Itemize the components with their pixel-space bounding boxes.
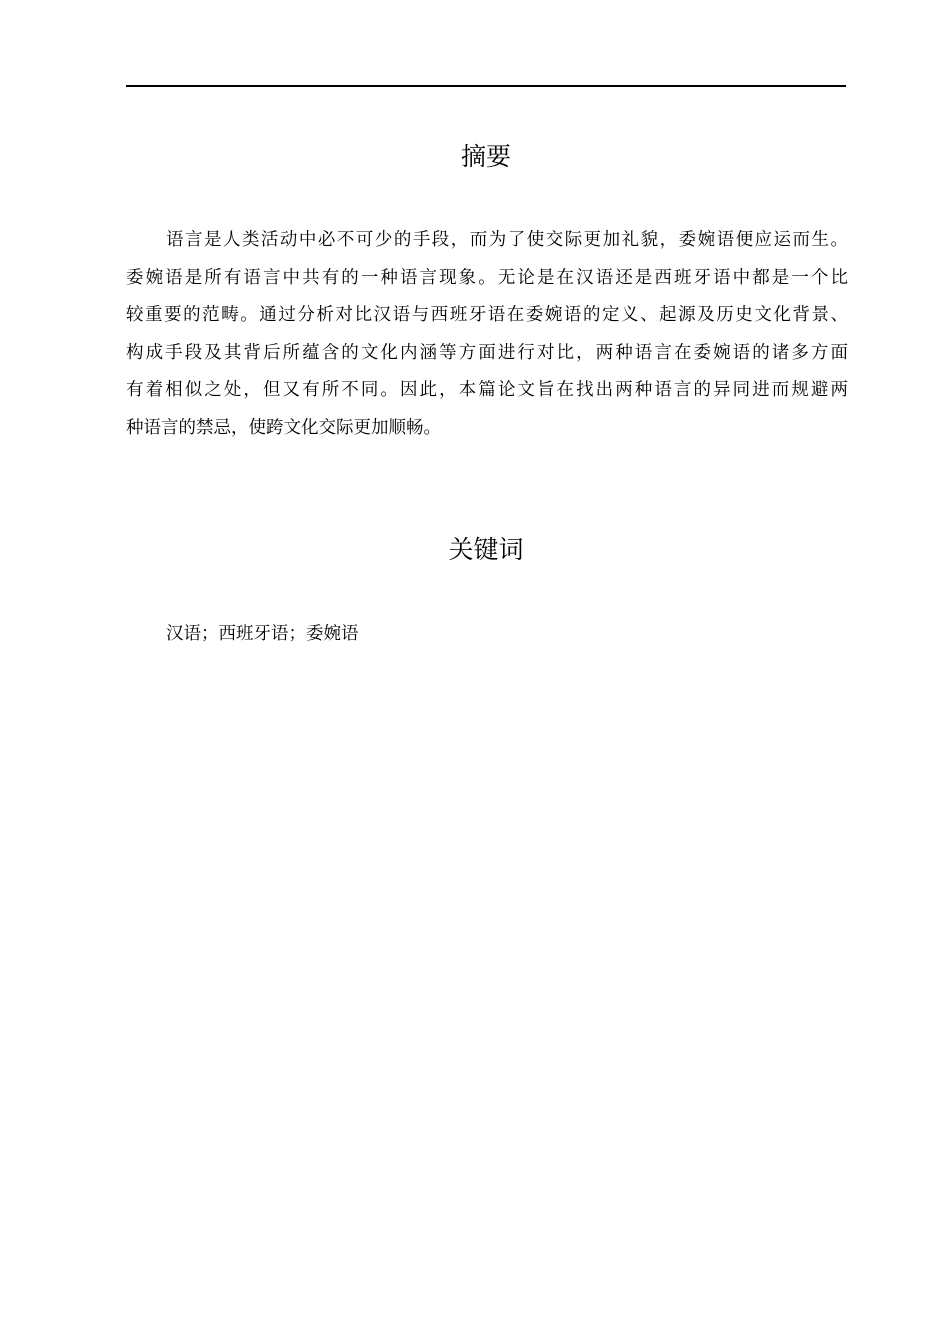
abstract-title: 摘要 [460, 142, 511, 171]
keywords-text: 汉语；西班牙语；委婉语 [166, 624, 359, 644]
header-rule [126, 85, 846, 87]
abstract-line: 有着相似之处，但又有所不同。因此，本篇论文旨在找出两种语言的异同进而规避两 [126, 380, 848, 401]
abstract-line: 种语言的禁忌，使跨文化交际更加顺畅。 [126, 417, 441, 438]
abstract-line: 构成手段及其背后所蕴含的文化内涵等方面进行对比，两种语言在委婉语的诸多方面 [126, 342, 848, 363]
keywords-title: 关键词 [448, 535, 524, 564]
abstract-body [126, 222, 848, 448]
abstract-line: 较重要的范畴。通过分析对比汉语与西班牙语在委婉语的定义、起源及历史文化背景、 [126, 305, 848, 326]
abstract-line: 委婉语是所有语言中共有的一种语言现象。无论是在汉语还是西班牙语中都是一个比 [126, 267, 848, 288]
abstract-line: 语言是人类活动中必不可少的手段，而为了使交际更加礼貌，委婉语便应运而生。 [166, 230, 848, 250]
